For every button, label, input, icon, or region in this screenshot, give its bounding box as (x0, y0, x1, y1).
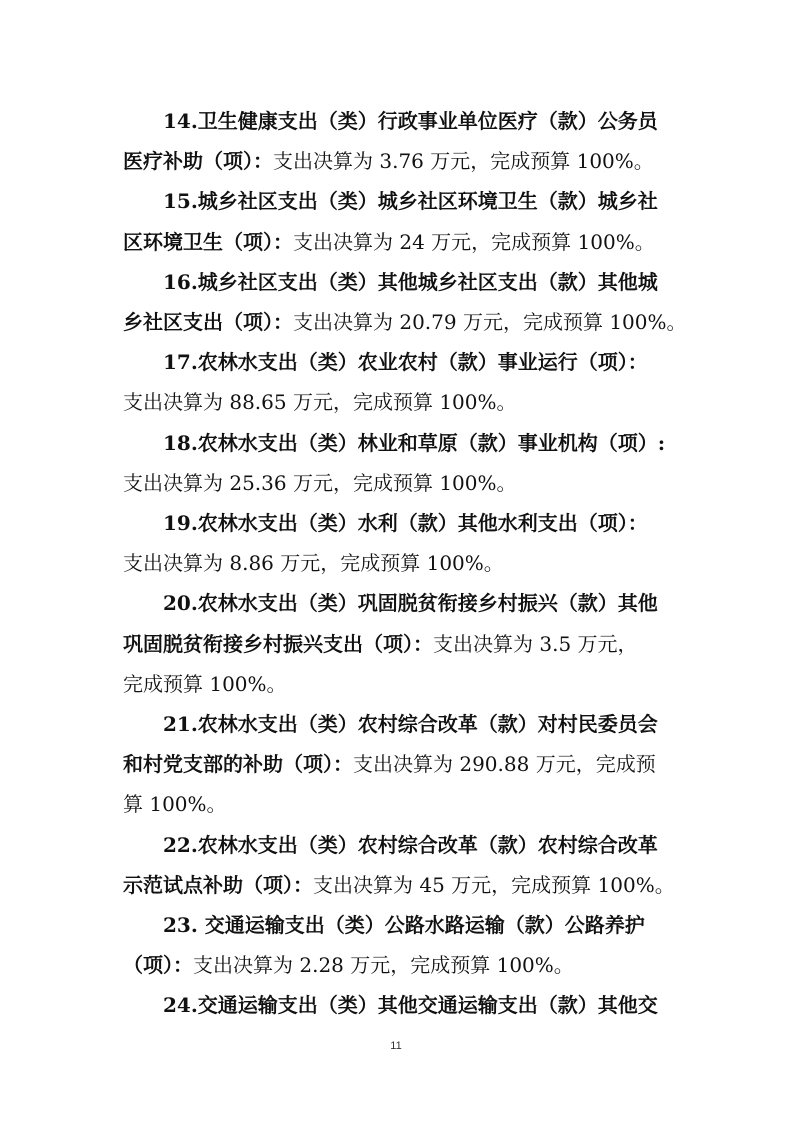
item-detail-text: 支出决算为 8.86 万元，完成预算 100%。 (123, 551, 504, 575)
paragraph-first-line (0, 262, 792, 302)
item-detail-text: 支出决算为 290.88 万元，完成预 (353, 752, 656, 776)
item-heading-text: （项）： (123, 953, 193, 977)
item-heading-text: 示范试点补助（项）： (123, 873, 313, 897)
paragraph-line (0, 624, 792, 664)
page-number: 11 (390, 1040, 402, 1052)
item-detail-text: 支出决算为 20.79 万元，完成预算 100%。 (293, 310, 687, 334)
item-detail-text: 完成预算 100%。 (123, 672, 287, 696)
paragraph-line (0, 784, 792, 824)
item-detail-text: 支出决算为 88.65 万元，完成预算 100%。 (123, 390, 517, 414)
item-heading-text: 23. 交通运输支出（类）公路水路运输（款）公路养护 (163, 913, 645, 937)
item-heading-text: 18.农林水支出（类）林业和草原（款）事业机构（项）: (163, 431, 666, 455)
paragraph-line (0, 543, 792, 583)
paragraph-first-line (0, 583, 792, 623)
paragraph-first-line (0, 985, 792, 1025)
paragraph-first-line (0, 101, 792, 141)
paragraph-line (0, 302, 792, 342)
paragraph-line (0, 382, 792, 422)
item-detail-text: 支出决算为 25.36 万元，完成预算 100%。 (123, 471, 517, 495)
paragraph-first-line (0, 423, 792, 463)
paragraph-line (0, 865, 792, 905)
paragraph-line (0, 222, 792, 262)
paragraph-first-line (0, 503, 792, 543)
item-heading-text: 巩固脱贫衔接乡村振兴支出（项）： (123, 632, 433, 656)
item-heading-text: 22.农林水支出（类）农村综合改革（款）农村综合改革 (163, 833, 658, 857)
paragraph-line (0, 744, 792, 784)
paragraph-line (0, 463, 792, 503)
paragraph-first-line (0, 342, 792, 382)
item-detail-text: 支出决算为 3.76 万元，完成预算 100%。 (273, 149, 654, 173)
item-heading-text: 医疗补助（项）： (123, 149, 273, 173)
item-heading-text: 20.农林水支出（类）巩固脱贫衔接乡村振兴（款）其他 (163, 591, 658, 615)
item-heading-text: 19.农林水支出（类）水利（款）其他水利支出（项）： (163, 511, 648, 535)
item-detail-text: 支出决算为 3.5 万元， (433, 632, 638, 656)
item-detail-text: 算 100%。 (123, 792, 227, 816)
paragraph-line (0, 945, 792, 985)
item-heading-text: 24.交通运输支出（类）其他交通运输支出（款）其他交 (163, 993, 658, 1017)
item-heading-text: 和村党支部的补助（项）： (123, 752, 353, 776)
paragraph-first-line (0, 905, 792, 945)
paragraph-line (0, 141, 792, 181)
item-heading-text: 15.城乡社区支出（类）城乡社区环境卫生（款）城乡社 (163, 189, 658, 213)
item-heading-text: 21.农林水支出（类）农村综合改革（款）对村民委员会 (163, 712, 658, 736)
item-heading-text: 区环境卫生（项）： (123, 230, 293, 254)
paragraph-first-line (0, 704, 792, 744)
item-detail-text: 支出决算为 24 万元，完成预算 100%。 (293, 230, 655, 254)
item-detail-text: 支出决算为 2.28 万元，完成预算 100%。 (193, 953, 574, 977)
item-detail-text: 支出决算为 45 万元，完成预算 100%。 (313, 873, 675, 897)
paragraph-first-line (0, 181, 792, 221)
paragraph-line (0, 664, 792, 704)
item-heading-text: 14.卫生健康支出（类）行政事业单位医疗（款）公务员 (163, 109, 658, 133)
item-heading-text: 乡社区支出（项）： (123, 310, 293, 334)
item-heading-text: 17.农林水支出（类）农业农村（款）事业运行（项）： (163, 350, 648, 374)
paragraph-first-line (0, 825, 792, 865)
item-heading-text: 16.城乡社区支出（类）其他城乡社区支出（款）其他城 (163, 270, 658, 294)
